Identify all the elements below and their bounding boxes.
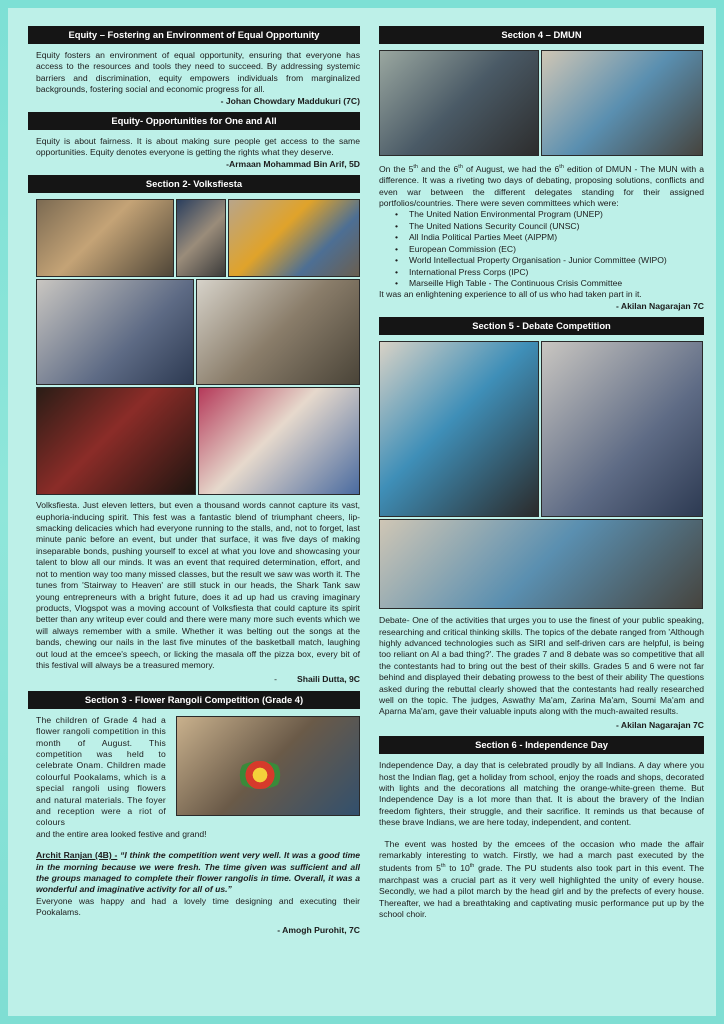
volksfiesta-photo-costume [176, 199, 226, 277]
list-item: • European Commission (EC) [393, 244, 704, 255]
dmun-photo-delegates [379, 50, 539, 156]
rangoli-author: - Amogh Purohit, 7C [277, 924, 360, 935]
volksfiesta-photo-stalls [36, 199, 174, 277]
debate-photo-speaker [379, 341, 539, 517]
debate-heading: Section 5 - Debate Competition [379, 317, 704, 335]
rangoli-body: The children of Grade 4 had a flower rangoli competition in this month of August. This competition was held to celebrate Onam. Children made colourful Pookalams, which is a special rangoli using flowers and natural materials. The foyer and reception were a riot of colours [36, 714, 166, 828]
volksfiesta-photo-group [228, 199, 360, 277]
volksfiesta-author-line [28, 674, 360, 685]
equity2-heading: Equity- Opportunities for One and All [28, 112, 360, 130]
independence-heading: Section 6 - Independence Day [379, 736, 704, 754]
volksfiesta-photo-shark-tank [36, 279, 194, 385]
equity2-author: -Armaan Mohammad Bin Arif, 5D [226, 158, 360, 169]
volksfiesta-photo-stage [198, 387, 360, 495]
equity1-heading: Equity – Fostering an Environment of Equal Opportunity [28, 26, 360, 44]
dmun-committee-list [393, 209, 704, 289]
rangoli-quote-text: “I think the competition went very well. It was a good time in the morning because we were fresh. The time given was sufficient and all the groups managed to complete their flower rangolis in time. Overall, it was a wonderful and imaginative activity for all of us.” [36, 850, 361, 895]
independence-body2-sup2: th [469, 863, 475, 870]
dmun-intro-sup2: th [458, 164, 463, 170]
independence-body2-sup1: th [440, 863, 446, 870]
rangoli-closing: Everyone was happy and had a lovely time designing and executing their Pookalams. [36, 895, 360, 918]
independence-body1: Independence Day, a day that is celebrated proudly by all Indians. A day where you host the Indian flag, get a holiday from school, enjoy the roads and shops, decorated with lights and the decorations all matching the orange-white-green theme. But Independence Day is a lot more than that. It is about the bravery of the Indian freedom fighters, their struggle, and their sacrifice. It reminds us that because of these brave Indians, we are here today, independent, and content. [379, 760, 704, 828]
dmun-intro-part3: of August, we had the 6 [462, 163, 560, 174]
volksfiesta-photo-collage [36, 199, 360, 495]
list-item: • Marseille High Table - The Continuous Crisis Committee [393, 278, 704, 289]
rangoli-heading: Section 3 - Flower Rangoli Competition (Grade 4) [28, 691, 360, 709]
volksfiesta-photo-band [36, 387, 196, 495]
rangoli-quote-name: Archit Ranjan (4B) - [36, 850, 118, 861]
debate-photo-audience [541, 341, 703, 517]
list-item: • The United Nations Security Council (UNSC) [393, 221, 704, 232]
dmun-intro-sup3: th [559, 164, 564, 170]
dmun-heading: Section 4 – DMUN [379, 26, 704, 44]
rangoli-body-tail: and the entire area looked festive and grand! [36, 828, 207, 839]
dmun-photo-speaker [541, 50, 703, 156]
rangoli-quote [36, 850, 360, 896]
rangoli-photo [176, 716, 360, 816]
debate-photo-classroom [379, 519, 703, 609]
dmun-intro-sup1: th [413, 164, 418, 170]
independence-body2 [379, 839, 704, 921]
volksfiesta-heading: Section 2- Volksfiesta [28, 175, 360, 193]
debate-author: - Akilan Nagarajan 7C [615, 719, 704, 730]
list-item: • International Press Corps (IPC) [393, 267, 704, 278]
independence-body2-part3: grade. The PU students also took part in this event. The marchpast was a crucial part as it very well highlighted the unity of every house. Secondly, we had a pilot march by the head girl and by the prefects of every house. Thereafter, we had a breathtaking and captivating music performance put up by the school choir. [379, 863, 704, 919]
rangoli-flower-pattern [235, 761, 285, 789]
debate-body: Debate- One of the activities that urges you to use the finest of your public speaking, researching and critical thinking skills. The topics of the debate ranged from 'Although highly advanced technologies such as SIRI and self-driven cars are helpful, is being too reliant on AI a bad thing?'. The grades 7 and 8 debate was so competitive that all the contestants had to bring out the best of their skills. Grades 5 and 6 were not far behind and displayed their debating prowess to the best of their ability The questions asked during the rebuttal clearly showed that the contestants had really researched well on the topic. The judges, Aswathy Ma'am, Zarina Ma'am, Soumi Ma'am and Aparna Ma'am, gave their valuable inputs along with the much-awaited results. [379, 615, 704, 717]
equity1-author: - Johan Chowdary Maddukuri (7C) [220, 95, 360, 106]
dmun-closing: It was an enlightening experience to all of us who had taken part in it. [379, 289, 642, 300]
newsletter-page [8, 8, 716, 1016]
volksfiesta-body: Volksfiesta. Just eleven letters, but even a thousand words cannot capture its vast, euphoria-inducing spirit. This fest was a fantastic blend of triumphant cheers, lip-smacking delicacies which had everyone running to the stalls, and, not to forget, last minute panic before an event, but under that surface, it was five days of making inseparable bonds, pushing yourself to excel at what you love and showcasing your talent to blow all our minds. It was an event that required determination, effort, and not to mention way too many missed classes, but the result we saw was worth it. The tunes from 'Stairway to Heaven' are still stuck in our heads, the Shark Tank saw young entrepreneurs with a bright future, does it ad up had us craving imaginary products, Vlogspot was a moving account of Volksfiesta that could capture its spirit better than any writeup ever could and there were many more such events which we will always remember with a smile. Whether it was belting out the songs at the bands, chewing our nails in the last five minutes of the basketball match, laughing out loud at the emcee's speech, or licking the masala off the pizza box, every bit of this festival will always be a treasured memory. [36, 500, 360, 670]
volksfiesta-author-dash: - [274, 674, 277, 685]
dmun-author: - Akilan Nagarajan 7C [615, 300, 704, 311]
list-item: • World Intellectual Property Organisation - Junior Committee (WIPO) [393, 255, 704, 266]
volksfiesta-photo-bouquet [196, 279, 360, 385]
independence-body2-part1: The event was hosted by the emcees of the occasion who made the affair remarkably interesting to watch. Firstly, we had a march past executed by the students from 5 [379, 838, 704, 874]
list-item: • All India Political Parties Meet (AIPPM) [393, 232, 704, 243]
left-column [28, 26, 360, 941]
dmun-intro-part2: and the 6 [417, 163, 459, 174]
equity1-body: Equity fosters an environment of equal opportunity, ensuring that everyone has access to the resources and tools they need to succeed. By addressing systemic barriers and discrimination, equity empowers individuals from marginalized backgrounds, fostering social and economic progress for all. [36, 50, 360, 95]
dmun-photo-collage [379, 50, 704, 156]
rangoli-intro [36, 715, 360, 829]
dmun-intro [379, 162, 704, 209]
equity2-body: Equity is about fairness. It is about making sure people get access to the same opportunities. Equity denotes everyone is getting the rights what they deserve. [36, 136, 360, 158]
independence-body2-part2: to 10 [445, 863, 470, 874]
dmun-intro-part4: edition of DMUN - The MUN with a difference. It was a riveting two days of debating, proposing solutions, conflicts and even war between the different delegates standing for their assigned portfolios/countries. There were seven committees which were: [379, 163, 704, 209]
volksfiesta-author: Shaili Dutta, 9C [296, 674, 360, 685]
right-column [379, 26, 704, 920]
dmun-intro-part1: On the 5 [379, 163, 414, 174]
list-item: • The United Nation Environmental Program (UNEP) [393, 209, 704, 220]
debate-photo-row [379, 341, 704, 517]
